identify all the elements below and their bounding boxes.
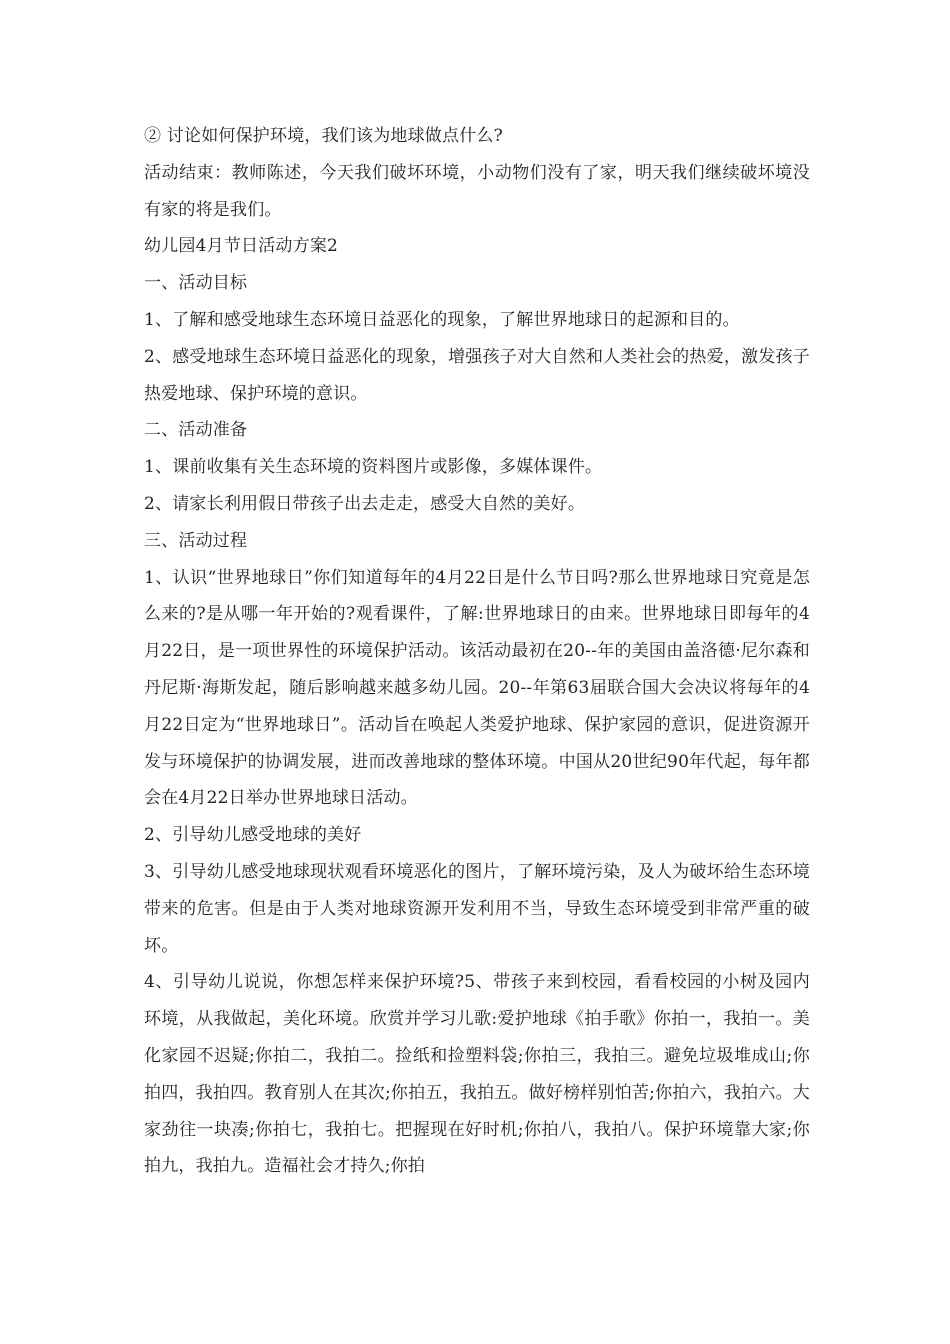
document-body	[144, 118, 810, 1185]
plan-title: 幼儿园4月节日活动方案2	[144, 236, 339, 257]
discussion-item: ② 讨论如何保护环境，我们该为地球做点什么?	[144, 126, 503, 146]
goal-item-2: 2、感受地球生态环境日益恶化的现象，增强孩子对大自然和人类社会的热爱，激发孩子热爱地球、保护环境的意识。	[144, 346, 810, 404]
process-item-1: 1、认识“世界地球日”你们知道每年的4月22日是什么节日吗?那么世界地球日究竟是怎么来的?是从哪一年开始的?观看课件，了解:世界地球日的由来。世界地球日即每年的4月22日，是一项世界性的环境保护活动。该活动最初在20--年的美国由盖洛德·尼尔森和丹尼斯·海斯发起，随后影响越来越多幼儿园。20--年第63届联合国大会决议将每年的4月22日定为“世界地球日”。活动旨在唤起人类爱护地球、保护家园的意识，促进资源开发与环境保护的协调发展，进而改善地球的整体环境。中国从20世纪90年代起，每年都会在4月22日举办世界地球日活动。	[144, 567, 810, 809]
section-heading-process: 三、活动过程	[144, 530, 248, 551]
process-item-2: 2、引导幼儿感受地球的美好	[144, 825, 362, 846]
preparation-item-2: 2、请家长利用假日带孩子出去走走，感受大自然的美好。	[144, 493, 586, 514]
activity-ending-paragraph: 活动结束：教师陈述，今天我们破坏环境，小动物们没有了家，明天我们继续破坏境没有家的将是我们。	[144, 162, 810, 220]
section-heading-goals: 一、活动目标	[144, 273, 248, 294]
process-item-4: 4、引导幼儿说说，你想怎样来保护环境?5、带孩子来到校园，看看校园的小树及园内环境，从我做起，美化环境。欣赏并学习儿歌:爱护地球《拍手歌》你拍一，我拍一。美化家园不迟疑;你拍二，我拍二。捡纸和捡塑料袋;你拍三，我拍三。避免垃圾堆成山;你拍四，我拍四。教育别人在其次;你拍五，我拍五。做好榜样别怕苦;你拍六，我拍六。大家劲往一块凑;你拍七，我拍七。把握现在好时机;你拍八，我拍八。保护环境靠大家;你拍九，我拍九。造福社会才持久;你拍	[144, 972, 810, 1177]
goal-item-1: 1、了解和感受地球生态环境日益恶化的现象，了解世界地球日的起源和目的。	[144, 309, 740, 330]
section-heading-preparation: 二、活动准备	[144, 420, 248, 441]
process-item-3: 3、引导幼儿感受地球现状观看环境恶化的图片，了解环境污染，及人为破坏给生态环境带来的危害。但是由于人类对地球资源开发利用不当，导致生态环境受到非常严重的破坏。	[144, 861, 810, 956]
preparation-item-1: 1、课前收集有关生态环境的资料图片或影像，多媒体课件。	[144, 457, 603, 478]
